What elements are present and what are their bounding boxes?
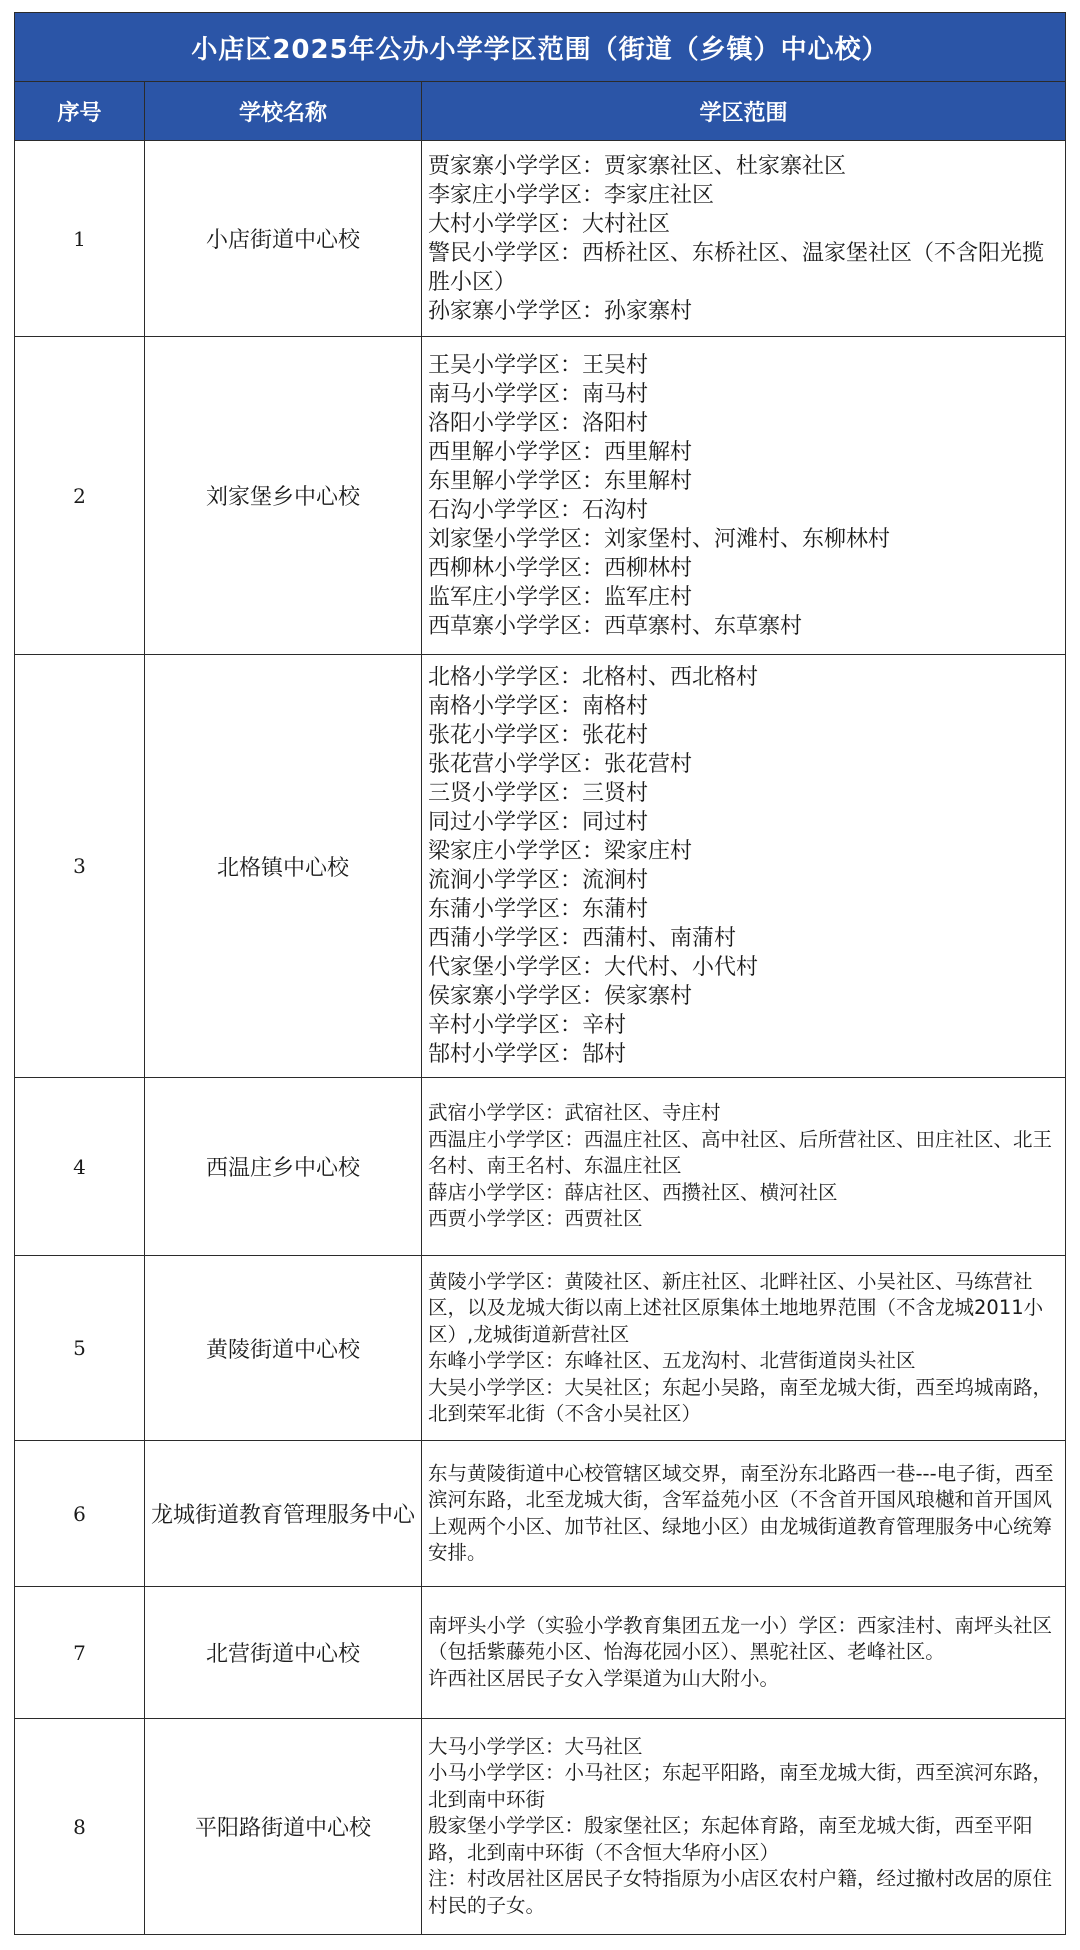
district-range (422, 1256, 1066, 1441)
district-range (422, 1719, 1066, 1935)
range-line: 薛店小学学区：薛店社区、西攒社区、横河社区 (428, 1180, 838, 1204)
district-range (422, 655, 1066, 1078)
range-line: 梁家庄小学学区：梁家庄村 (428, 839, 693, 864)
range-line: 张花营小学学区：张花营村 (428, 752, 693, 777)
range-line: 西蒲小学学区：西蒲村、南蒲村 (428, 926, 737, 951)
range-line: 王吴小学学区：王吴村 (428, 352, 649, 378)
row-number: 8 (15, 1719, 145, 1935)
school-name: 西温庄乡中心校 (145, 1078, 422, 1256)
table-row (15, 1587, 1066, 1719)
table-row (15, 1441, 1066, 1587)
range-line: 张花小学学区：张花村 (428, 723, 649, 748)
range-line: 南格小学学区：南格村 (428, 694, 649, 719)
range-line: 东峰小学学区：东峰社区、五龙沟村、北营街道岗头社区 (428, 1349, 916, 1372)
range-line: 代家堡小学学区：大代村、小代村 (428, 955, 759, 980)
table-row (15, 1078, 1066, 1256)
district-range (422, 1587, 1066, 1719)
row-number: 7 (15, 1587, 145, 1719)
table-header-row (15, 82, 1066, 141)
range-line: 李家庄小学学区：李家庄社区 (428, 182, 715, 208)
range-line: 石沟小学学区：石沟村 (428, 497, 649, 523)
range-line: 贾家寨小学学区：贾家寨社区、杜家寨社区 (428, 153, 847, 179)
school-name: 北营街道中心校 (145, 1587, 422, 1719)
header-district-range: 学区范围 (422, 82, 1066, 141)
range-line: 南马小学学区：南马村 (428, 381, 649, 407)
table-row (15, 337, 1066, 655)
range-line: 许西社区居民子女入学渠道为山大附小。 (428, 1666, 780, 1690)
school-name: 刘家堡乡中心校 (145, 337, 422, 655)
range-line: 北格小学学区：北格村、西北格村 (428, 665, 759, 690)
table-row (15, 1256, 1066, 1441)
district-range (422, 337, 1066, 655)
range-line: 孙家寨小学学区：孙家寨村 (428, 298, 693, 324)
range-line: 西草寨小学学区：西草寨村、东草寨村 (428, 613, 803, 639)
row-number: 5 (15, 1256, 145, 1441)
range-line: 西里解小学学区：西里解村 (428, 439, 693, 465)
header-no: 序号 (15, 82, 145, 141)
range-line: 郜村小学学区：郜村 (428, 1042, 627, 1067)
table-body (15, 141, 1066, 1935)
range-line: 黄陵小学学区：黄陵社区、新庄社区、北畔社区、小吴社区、马练营社区，以及龙城大街以南上述社区原集体土地地界范围（不含龙城2011小区）,龙城街道新营社区 (428, 1269, 1044, 1346)
table-title: 小店区2025年公办小学学区范围（街道（乡镇）中心校） (15, 13, 1066, 82)
range-line: 小马小学学区：小马社区；东起平阳路，南至龙城大街，西至滨河东路，北到南中环街 (428, 1761, 1053, 1811)
school-name: 小店街道中心校 (145, 141, 422, 337)
range-line: 西柳林小学学区：西柳林村 (428, 555, 693, 581)
range-line: 东蒲小学学区：东蒲村 (428, 897, 649, 922)
school-district-table (14, 12, 1066, 1935)
range-line: 辛村小学学区：辛村 (428, 1013, 627, 1038)
row-number: 2 (15, 337, 145, 655)
range-line: 南坪头小学（实验小学教育集团五龙一小）学区：西家洼村、南坪头社区（包括紫藤苑小区、怡海花园小区）、黑驼社区、老峰社区。 (428, 1613, 1053, 1664)
range-line: 监军庄小学学区：监军庄村 (428, 584, 693, 610)
range-line: 西温庄小学学区：西温庄社区、高中社区、后所营社区、田庄社区、北王名村、南王名村、东温庄社区 (428, 1127, 1053, 1178)
row-number: 1 (15, 141, 145, 337)
range-line: 大马小学学区：大马社区 (428, 1734, 643, 1758)
range-line: 刘家堡小学学区：刘家堡村、河滩村、东柳林村 (428, 526, 891, 552)
range-line: 武宿小学学区：武宿社区、寺庄村 (428, 1101, 721, 1125)
school-name: 龙城街道教育管理服务中心 (145, 1441, 422, 1587)
range-line: 警民小学学区：西桥社区、东桥社区、温家堡社区（不含阳光揽胜小区） (428, 240, 1045, 295)
district-range (422, 141, 1066, 337)
school-name: 平阳路街道中心校 (145, 1719, 422, 1935)
header-school-name: 学校名称 (145, 82, 422, 141)
row-number: 4 (15, 1078, 145, 1256)
table-row (15, 655, 1066, 1078)
range-line: 东里解小学学区：东里解村 (428, 468, 693, 494)
range-line: 三贤小学学区：三贤村 (428, 781, 649, 806)
row-number: 3 (15, 655, 145, 1078)
row-number: 6 (15, 1441, 145, 1587)
range-line: 侯家寨小学学区：侯家寨村 (428, 984, 693, 1009)
table-row (15, 141, 1066, 337)
district-range (422, 1078, 1066, 1256)
range-line: 殷家堡小学学区：殷家堡社区；东起体育路，南至龙城大街，西至平阳路，北到南中环街（不含恒大华府小区） (428, 1814, 1033, 1864)
range-line: 大吴小学学区：大吴社区；东起小吴路，南至龙城大街，西至坞城南路，北到荣军北街（不含小吴社区） (428, 1375, 1053, 1425)
table-row (15, 1719, 1066, 1935)
range-line: 洛阳小学学区：洛阳村 (428, 410, 649, 436)
school-name: 黄陵街道中心校 (145, 1256, 422, 1441)
range-line: 注：村改居社区居民子女特指原为小店区农村户籍，经过撤村改居的原住村民的子女。 (428, 1867, 1053, 1917)
table-title-row (15, 13, 1066, 82)
school-name: 北格镇中心校 (145, 655, 422, 1078)
district-range (422, 1441, 1066, 1587)
range-line: 西贾小学学区：西贾社区 (428, 1207, 643, 1231)
range-line: 同过小学学区：同过村 (428, 810, 649, 835)
range-line: 大村小学学区：大村社区 (428, 211, 671, 237)
range-line: 流涧小学学区：流涧村 (428, 868, 649, 893)
range-line: 东与黄陵街道中心校管辖区域交界，南至汾东北路西一巷---电子街，西至滨河东路，北至龙城大街，含军益苑小区（不含首开国风琅樾和首开国风上观两个小区、加节社区、绿地小区）由龙城街道教育管理服务中心统筹安排。 (428, 1461, 1054, 1564)
school-district-table-wrapper (14, 12, 1066, 1935)
